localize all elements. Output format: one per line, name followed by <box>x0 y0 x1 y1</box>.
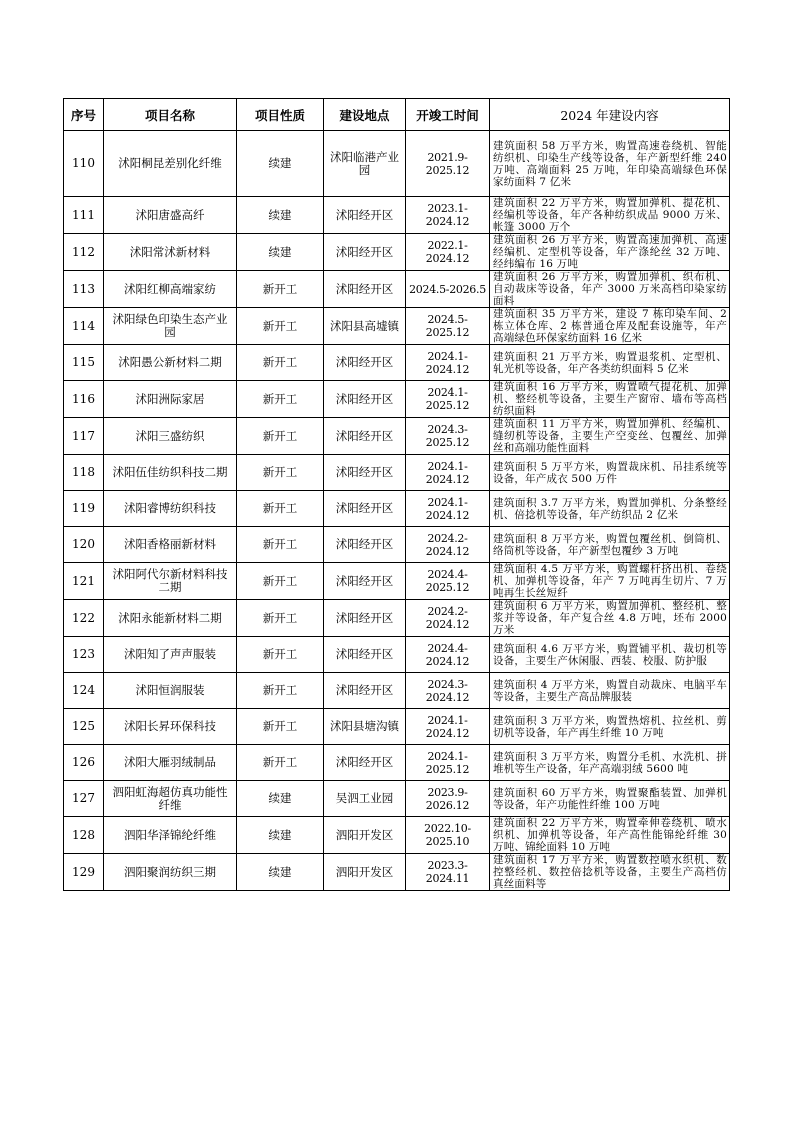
cell-location: 沭阳经开区 <box>324 563 406 600</box>
cell-name: 沭阳大雁羽绒制品 <box>104 745 237 781</box>
cell-no: 122 <box>64 600 104 637</box>
cell-period: 2021.9-2025.12 <box>406 131 490 197</box>
cell-no: 119 <box>64 491 104 527</box>
cell-name: 沭阳愚公新材料二期 <box>104 345 237 381</box>
cell-nature: 续建 <box>237 854 324 891</box>
cell-period: 2024.4-2024.12 <box>406 637 490 673</box>
cell-content: 建筑面积 26 万平方米，购置高速加弹机、高速经编机、定型机等设备，年产涤纶丝 32 万吨、经纬编布 16 万吨 <box>490 234 730 271</box>
cell-content: 建筑面积 8 万平方米，购置包覆丝机、倒筒机、络筒机等设备，年产新型包覆纱 3 万吨 <box>490 527 730 563</box>
cell-no: 114 <box>64 308 104 345</box>
table-row <box>64 345 730 381</box>
cell-location: 沭阳经开区 <box>324 345 406 381</box>
table-row <box>64 709 730 745</box>
cell-location: 沭阳经开区 <box>324 745 406 781</box>
cell-nature: 续建 <box>237 234 324 271</box>
cell-location: 沭阳经开区 <box>324 418 406 455</box>
cell-nature: 新开工 <box>237 745 324 781</box>
cell-nature: 续建 <box>237 817 324 854</box>
cell-period: 2023.3-2024.11 <box>406 854 490 891</box>
cell-name: 沭阳香格丽新材料 <box>104 527 237 563</box>
cell-no: 129 <box>64 854 104 891</box>
cell-name: 沭阳常沭新材料 <box>104 234 237 271</box>
cell-location: 沭阳经开区 <box>324 527 406 563</box>
cell-period: 2024.1-2024.12 <box>406 709 490 745</box>
cell-period: 2024.5-2025.12 <box>406 308 490 345</box>
table-row <box>64 381 730 418</box>
cell-name: 沭阳绿色印染生态产业园 <box>104 308 237 345</box>
cell-content: 建筑面积 26 万平方米，购置加弹机、织布机、自动裁床等设备，年产 3000 万米高档印染家纺面料 <box>490 271 730 308</box>
cell-location: 沭阳经开区 <box>324 381 406 418</box>
cell-period: 2024.3-2024.12 <box>406 673 490 709</box>
cell-period: 2022.10-2025.10 <box>406 817 490 854</box>
cell-location: 吴泗工业园 <box>324 781 406 817</box>
cell-name: 泗阳虹海超仿真功能性纤维 <box>104 781 237 817</box>
cell-nature: 新开工 <box>237 418 324 455</box>
table-row <box>64 673 730 709</box>
cell-nature: 新开工 <box>237 709 324 745</box>
cell-period: 2022.1-2024.12 <box>406 234 490 271</box>
cell-content: 建筑面积 22 万平方米，购置牵伸卷绕机、喷水织机、加弹机等设备，年产高性能锦纶纤维 30 万吨、锦纶面料 10 万吨 <box>490 817 730 854</box>
project-table-container <box>63 98 729 891</box>
table-row <box>64 455 730 491</box>
cell-name: 沭阳长昇环保科技 <box>104 709 237 745</box>
cell-content: 建筑面积 58 万平方米，购置高速卷绕机、智能纺织机、印染生产线等设备，年产新型纤维 240 万吨、高端面料 25 万吨，年印染高端绿色环保家纺面料 7 亿米 <box>490 131 730 197</box>
cell-period: 2024.1-2025.12 <box>406 745 490 781</box>
cell-location: 沭阳经开区 <box>324 271 406 308</box>
table-row <box>64 600 730 637</box>
header-nature: 项目性质 <box>237 99 324 131</box>
cell-nature: 新开工 <box>237 491 324 527</box>
cell-period: 2024.1-2024.12 <box>406 455 490 491</box>
cell-period: 2024.3-2025.12 <box>406 418 490 455</box>
cell-name: 沭阳伍佳纺织科技二期 <box>104 455 237 491</box>
table-row <box>64 234 730 271</box>
cell-no: 111 <box>64 197 104 234</box>
cell-period: 2024.2-2024.12 <box>406 527 490 563</box>
cell-no: 127 <box>64 781 104 817</box>
cell-content: 建筑面积 35 万平方米，建设 7 栋印染车间、2 栋立体仓库、2 栋普通仓库及配套设施等，年产高端绿色环保家纺面料 16 亿米 <box>490 308 730 345</box>
cell-nature: 新开工 <box>237 271 324 308</box>
cell-no: 113 <box>64 271 104 308</box>
project-table <box>63 98 730 891</box>
cell-no: 120 <box>64 527 104 563</box>
cell-nature: 新开工 <box>237 527 324 563</box>
cell-name: 沭阳洲际家居 <box>104 381 237 418</box>
cell-no: 126 <box>64 745 104 781</box>
cell-nature: 续建 <box>237 197 324 234</box>
header-no: 序号 <box>64 99 104 131</box>
cell-nature: 续建 <box>237 131 324 197</box>
cell-period: 2023.1-2024.12 <box>406 197 490 234</box>
table-row <box>64 745 730 781</box>
cell-nature: 新开工 <box>237 455 324 491</box>
cell-nature: 新开工 <box>237 673 324 709</box>
cell-no: 128 <box>64 817 104 854</box>
table-row <box>64 817 730 854</box>
cell-no: 110 <box>64 131 104 197</box>
header-period: 开竣工时间 <box>406 99 490 131</box>
cell-content: 建筑面积 5 万平方米，购置裁床机、吊挂系统等设备，年产成衣 500 万件 <box>490 455 730 491</box>
cell-name: 沭阳桐昆差别化纤维 <box>104 131 237 197</box>
cell-location: 沭阳经开区 <box>324 637 406 673</box>
cell-location: 沭阳临港产业园 <box>324 131 406 197</box>
table-row <box>64 563 730 600</box>
cell-period: 2024.1-2024.12 <box>406 491 490 527</box>
table-row <box>64 637 730 673</box>
cell-name: 泗阳华泽锦纶纤维 <box>104 817 237 854</box>
cell-name: 沭阳三盛纺织 <box>104 418 237 455</box>
cell-nature: 续建 <box>237 781 324 817</box>
cell-period: 2024.1-2025.12 <box>406 381 490 418</box>
cell-name: 沭阳知了声声服装 <box>104 637 237 673</box>
cell-no: 124 <box>64 673 104 709</box>
cell-nature: 新开工 <box>237 308 324 345</box>
cell-name: 沭阳阿代尔新材料科技二期 <box>104 563 237 600</box>
cell-no: 115 <box>64 345 104 381</box>
table-row <box>64 271 730 308</box>
cell-nature: 新开工 <box>237 637 324 673</box>
cell-content: 建筑面积 3 万平方米，购置分毛机、水洗机、拼堆机等生产设备，年产高端羽绒 5600 吨 <box>490 745 730 781</box>
cell-nature: 新开工 <box>237 381 324 418</box>
cell-period: 2024.4-2025.12 <box>406 563 490 600</box>
cell-content: 建筑面积 4.6 万平方米，购置铺平机、裁切机等设备，主要生产休闲服、西装、校服、防护服 <box>490 637 730 673</box>
cell-content: 建筑面积 60 万平方米，购置聚酯装置、加弹机等设备，年产功能性纤维 100 万吨 <box>490 781 730 817</box>
cell-content: 建筑面积 22 万平方米，购置加弹机、提花机、经编机等设备，年产各种纺织成品 9000 万米、帐篷 3000 万个 <box>490 197 730 234</box>
header-name: 项目名称 <box>104 99 237 131</box>
cell-content: 建筑面积 16 万平方米，购置喷气提花机、加弹机、整经机等设备，主要生产窗帘、墙布等高档纺织面料 <box>490 381 730 418</box>
cell-period: 2024.5-2026.5 <box>406 271 490 308</box>
cell-content: 建筑面积 3 万平方米，购置热熔机、拉丝机、剪切机等设备，年产再生纤维 10 万吨 <box>490 709 730 745</box>
header-content: 2024 年建设内容 <box>490 99 730 131</box>
cell-content: 建筑面积 3.7 万平方米，购置加弹机、分条整经机、倍捻机等设备，年产纺织品 2 亿米 <box>490 491 730 527</box>
cell-content: 建筑面积 11 万平方米，购置加弹机、经编机、缝纫机等设备，主要生产空变丝、包覆丝、加弹丝和高端功能性面料 <box>490 418 730 455</box>
cell-period: 2023.9-2026.12 <box>406 781 490 817</box>
cell-content: 建筑面积 21 万平方米，购置退浆机、定型机、轧光机等设备，年产各类纺织面料 5 亿米 <box>490 345 730 381</box>
table-row <box>64 527 730 563</box>
cell-location: 沭阳经开区 <box>324 600 406 637</box>
cell-location: 沭阳经开区 <box>324 234 406 271</box>
cell-location: 泗阳开发区 <box>324 817 406 854</box>
table-body <box>64 131 730 891</box>
cell-name: 沭阳永能新材料二期 <box>104 600 237 637</box>
table-row <box>64 491 730 527</box>
cell-period: 2024.2-2024.12 <box>406 600 490 637</box>
cell-content: 建筑面积 17 万平方米，购置数控喷水织机、数控整经机、数控倍捻机等设备，主要生产高档仿真丝面料等 <box>490 854 730 891</box>
cell-content: 建筑面积 4 万平方米，购置自动裁床、电脑平车等设备，主要生产高品牌服装 <box>490 673 730 709</box>
table-row <box>64 418 730 455</box>
cell-no: 116 <box>64 381 104 418</box>
cell-no: 121 <box>64 563 104 600</box>
cell-content: 建筑面积 6 万平方米，购置加弹机、整经机、整浆并等设备，年产复合丝 4.8 万吨，坯布 2000 万米 <box>490 600 730 637</box>
cell-no: 123 <box>64 637 104 673</box>
table-header-row <box>64 99 730 131</box>
cell-location: 沭阳经开区 <box>324 197 406 234</box>
cell-period: 2024.1-2024.12 <box>406 345 490 381</box>
cell-location: 沭阳经开区 <box>324 491 406 527</box>
table-row <box>64 131 730 197</box>
cell-nature: 新开工 <box>237 345 324 381</box>
table-row <box>64 781 730 817</box>
cell-location: 沭阳县塘沟镇 <box>324 709 406 745</box>
cell-no: 117 <box>64 418 104 455</box>
cell-location: 泗阳开发区 <box>324 854 406 891</box>
cell-name: 泗阳聚润纺织三期 <box>104 854 237 891</box>
table-row <box>64 854 730 891</box>
cell-nature: 新开工 <box>237 563 324 600</box>
cell-location: 沭阳经开区 <box>324 455 406 491</box>
cell-content: 建筑面积 4.5 万平方米，购置螺杆挤出机、卷绕机、加弹机等设备，年产 7 万吨再生切片、7 万吨再生长丝短纤 <box>490 563 730 600</box>
cell-name: 沭阳恒润服装 <box>104 673 237 709</box>
table-row <box>64 197 730 234</box>
cell-location: 沭阳经开区 <box>324 673 406 709</box>
cell-nature: 新开工 <box>237 600 324 637</box>
cell-no: 118 <box>64 455 104 491</box>
cell-no: 112 <box>64 234 104 271</box>
cell-no: 125 <box>64 709 104 745</box>
table-row <box>64 308 730 345</box>
header-location: 建设地点 <box>324 99 406 131</box>
cell-name: 沭阳唐盛高纤 <box>104 197 237 234</box>
cell-name: 沭阳睿博纺织科技 <box>104 491 237 527</box>
cell-location: 沭阳县高墟镇 <box>324 308 406 345</box>
cell-name: 沭阳红柳高端家纺 <box>104 271 237 308</box>
